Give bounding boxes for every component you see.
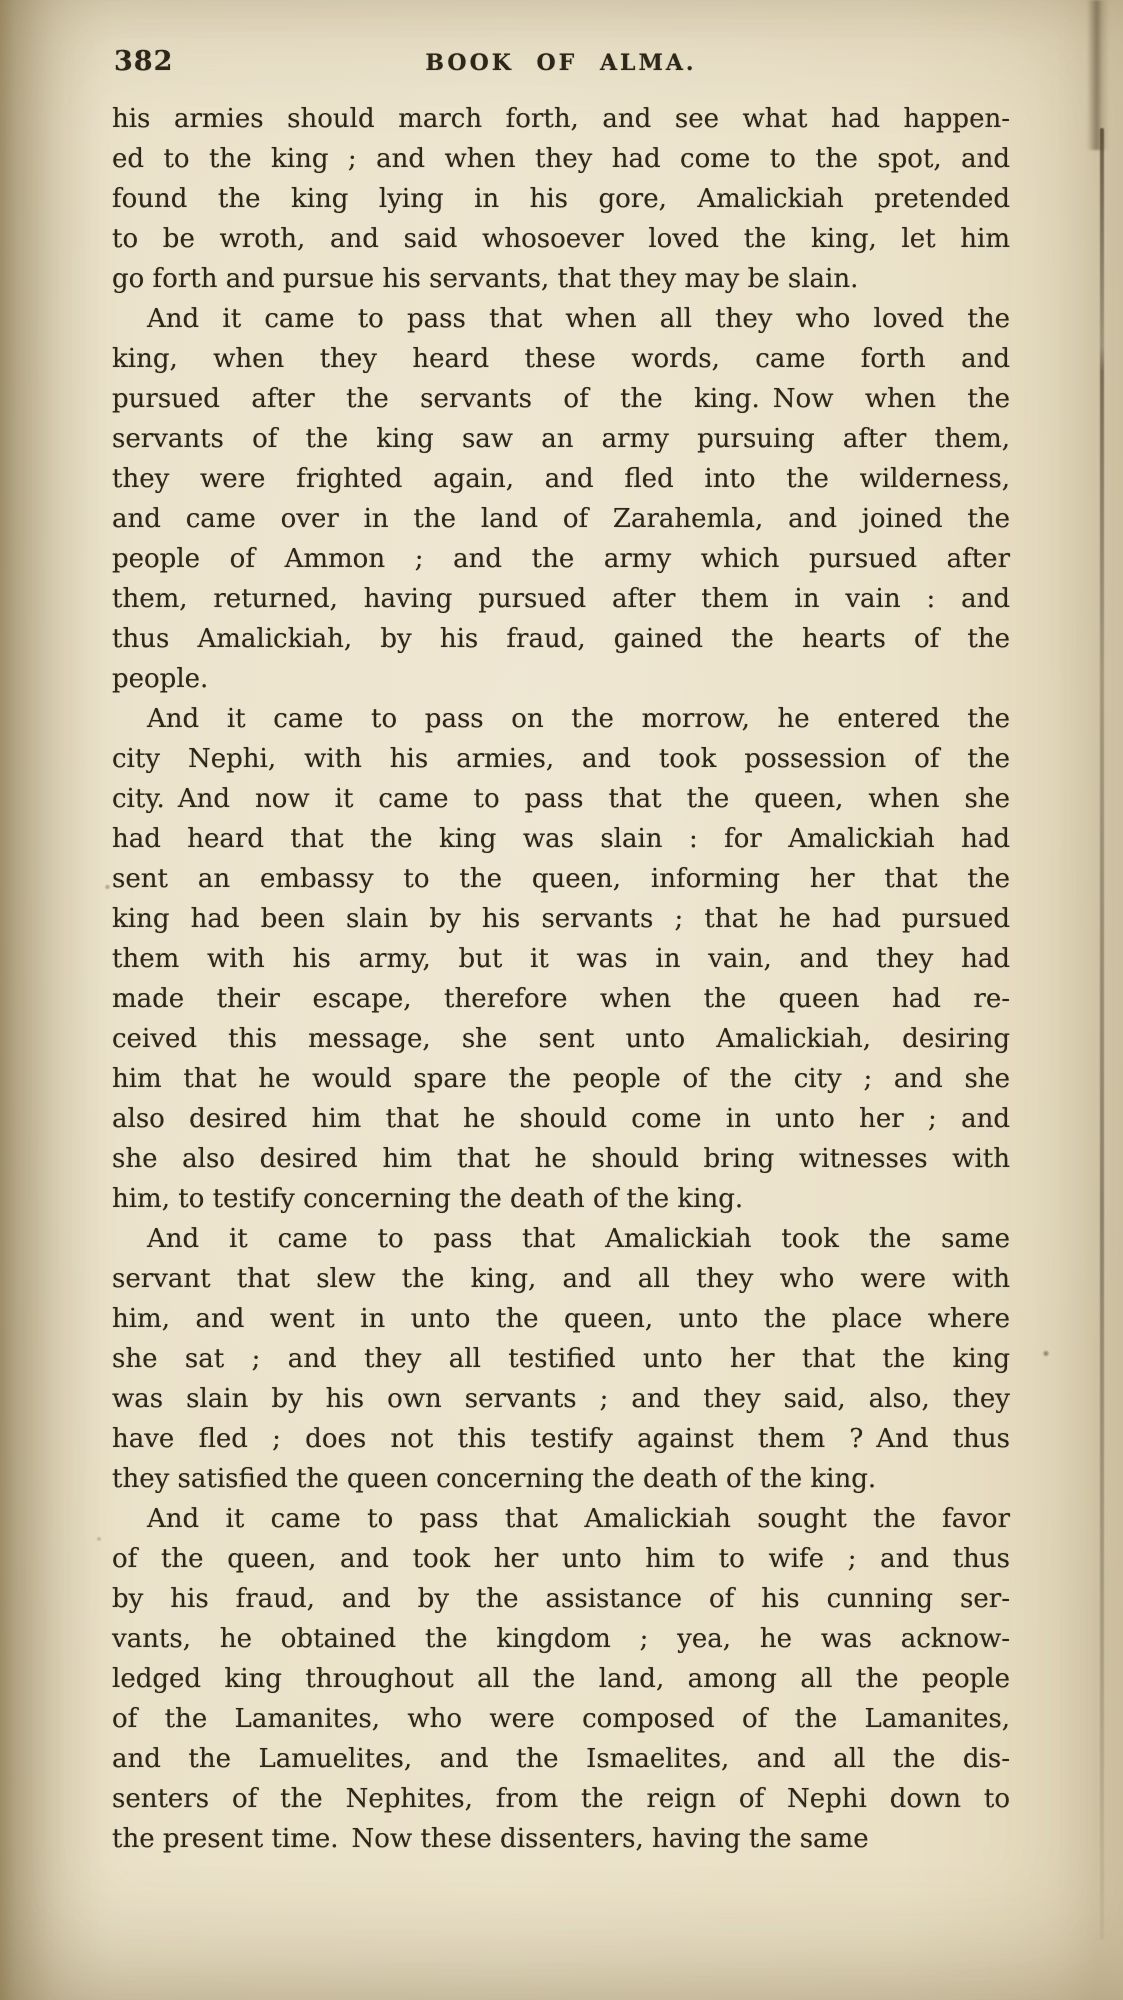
paragraph <box>112 1499 1010 1859</box>
text-line: And it came to pass on the morrow, he entered the <box>147 704 1010 734</box>
text-line: people of Ammon ; and the army which pursued after <box>112 544 1010 574</box>
text-line: him, to testify concerning the death of the king. <box>112 1184 744 1214</box>
text-line: him that he would spare the people of the city ; and she <box>112 1064 1010 1094</box>
text-line: have fled ; does not this testify against them ? And thus <box>112 1424 1010 1454</box>
page-header <box>112 46 1010 80</box>
text-line: thus Amalickiah, by his fraud, gained the hearts of the <box>112 624 1010 654</box>
text-line: the present time. Now these dissenters, having the same <box>112 1824 869 1854</box>
text-line: his armies should march forth, and see what had happen- <box>112 104 1010 134</box>
text-line: king, when they heard these words, came forth and <box>112 344 1010 374</box>
text-line: they were frighted again, and fled into the wilderness, <box>112 464 1010 494</box>
paragraph <box>112 699 1010 1219</box>
text-line: to be wroth, and said whosoever loved the king, let him <box>112 224 1010 254</box>
text-line: senters of the Nephites, from the reign of Nephi down to <box>112 1784 1010 1814</box>
text-line: servants of the king saw an army pursuing after them, <box>112 424 1010 454</box>
text-line: pursued after the servants of the king. Now when the <box>112 384 1010 414</box>
paper-speck <box>104 884 111 890</box>
text-line: vants, he obtained the kingdom ; yea, he was acknow- <box>112 1624 1010 1654</box>
text-line: him, and went in unto the queen, unto the place where <box>112 1304 1010 1334</box>
text-line: And it came to pass that Amalickiah sought the favor <box>147 1504 1010 1534</box>
text-line: city. And now it came to pass that the queen, when she <box>112 784 1010 814</box>
text-line: by his fraud, and by the assistance of his cunning ser- <box>112 1584 1010 1614</box>
text-line: and the Lamuelites, and the Ismaelites, and all the dis- <box>112 1744 1010 1774</box>
text-line: ceived this message, she sent unto Amalickiah, desiring <box>112 1024 1010 1054</box>
paragraph <box>112 1219 1010 1499</box>
paragraph <box>112 299 1010 699</box>
page-edge-line <box>1100 128 1104 1940</box>
text-line: servant that slew the king, and all they who were with <box>112 1264 1010 1294</box>
text-line: had heard that the king was slain : for Amalickiah had <box>112 824 1010 854</box>
page-edge-shadow <box>1087 0 1109 150</box>
text-line: of the queen, and took her unto him to wife ; and thus <box>112 1544 1010 1574</box>
paper-speck <box>96 1536 102 1542</box>
text-line: And it came to pass that Amalickiah took the same <box>147 1224 1010 1254</box>
text-line: them with his army, but it was in vain, and they had <box>112 944 1010 974</box>
text-line: was slain by his own servants ; and they said, also, they <box>112 1384 1010 1414</box>
text-line: sent an embassy to the queen, informing her that the <box>112 864 1010 894</box>
text-line: city Nephi, with his armies, and took possession of the <box>112 744 1010 774</box>
text-line: go forth and pursue his servants, that they may be slain. <box>112 264 859 294</box>
text-line: people. <box>112 664 209 694</box>
text-line: of the Lamanites, who were composed of the Lamanites, <box>112 1704 1010 1734</box>
text-line: made their escape, therefore when the queen had re- <box>112 984 1010 1014</box>
page-number: 382 <box>114 46 174 77</box>
paper-speck <box>1042 1350 1050 1357</box>
body-text <box>112 99 1010 1859</box>
text-line: they satisfied the queen concerning the death of the king. <box>112 1464 877 1494</box>
text-line: found the king lying in his gore, Amalickiah pretended <box>112 184 1010 214</box>
text-line: also desired him that he should come in unto her ; and <box>112 1104 1010 1134</box>
text-line: them, returned, having pursued after them in vain : and <box>112 584 1010 614</box>
paragraph <box>112 99 1010 299</box>
text-line: And it came to pass that when all they who loved the <box>147 304 1010 334</box>
text-line: she sat ; and they all testified unto her that the king <box>112 1344 1010 1374</box>
text-line: ed to the king ; and when they had come to the spot, and <box>112 144 1010 174</box>
text-line: king had been slain by his servants ; that he had pursued <box>112 904 1010 934</box>
text-line: and came over in the land of Zarahemla, and joined the <box>112 504 1010 534</box>
text-line: she also desired him that he should bring witnesses with <box>112 1144 1010 1174</box>
text-line: ledged king throughout all the land, among all the people <box>112 1664 1010 1694</box>
running-title: BOOK OF ALMA. <box>425 50 697 76</box>
